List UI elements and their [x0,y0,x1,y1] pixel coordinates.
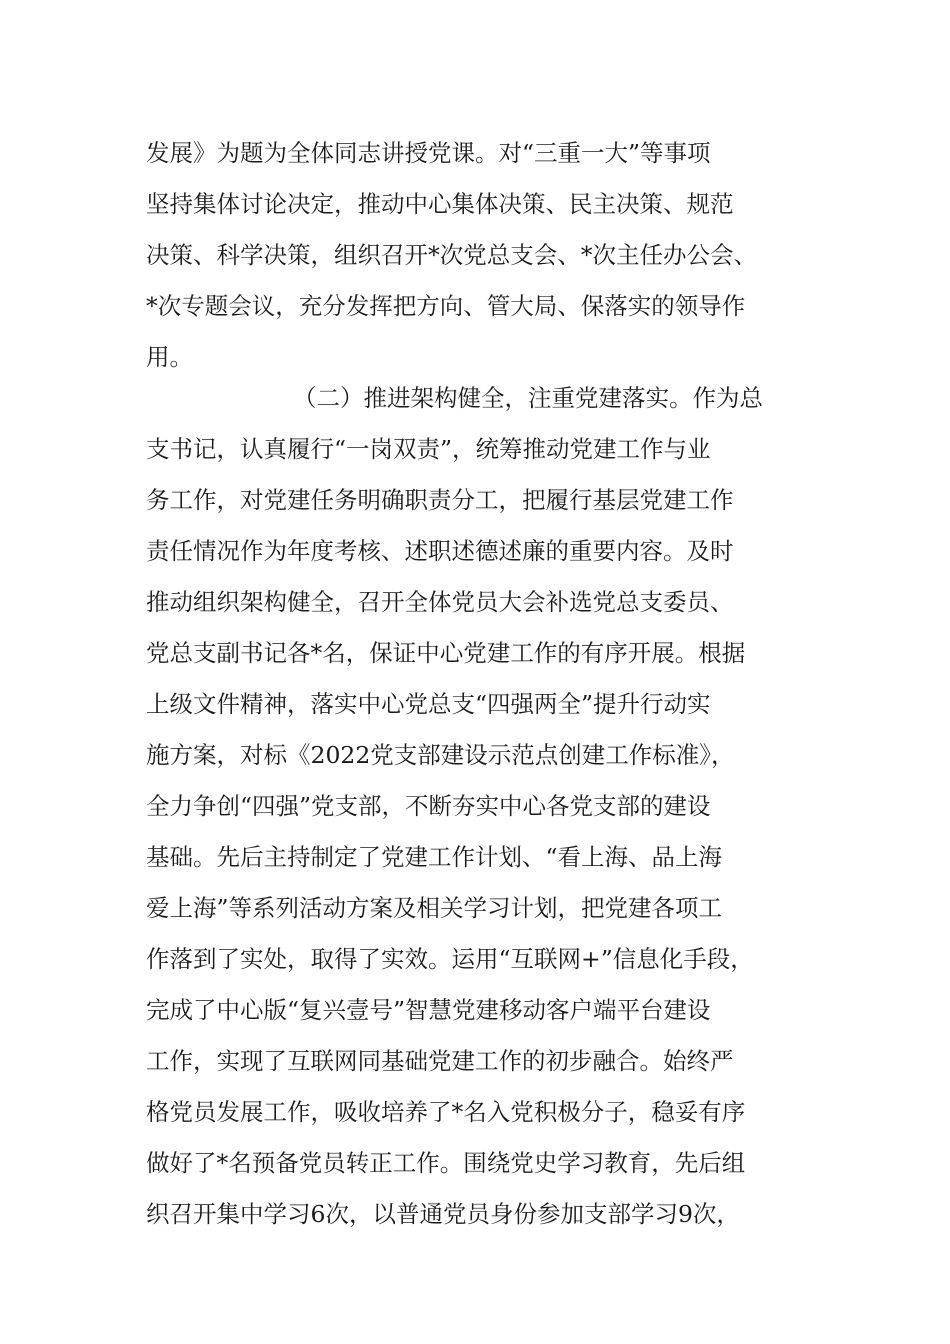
paragraph-line: 决策、科学决策，组织召开*次党总支会、*次主任办公会、 [146,241,757,269]
paragraph-line: 用。 [146,343,193,371]
paragraph-line: 完成了中心版“复兴壹号”智慧党建移动客户端平台建设 [146,996,711,1024]
paragraph-line: 推动组织架构健全，召开全体党员大会补选党总支委员、 [146,588,734,616]
paragraph-line: 务工作，对党建任务明确职责分工，把履行基层党建工作 [146,486,734,514]
paragraph-line: 上级文件精神，落实中心党总支“四强两全”提升行动实 [146,690,711,718]
paragraph-line: 做好了*名预备党员转正工作。围绕党史学习教育，先后组 [146,1149,746,1177]
paragraph-line: 坚持集体讨论决定，推动中心集体决策、民主决策、规范 [146,190,734,218]
paragraph-line: *次专题会议，充分发挥把方向、管大局、保落实的领导作 [146,292,746,320]
paragraph-line: 工作，实现了互联网同基础党建工作的初步融合。始终严 [146,1047,734,1075]
section-heading-line: （二）推进架构健全，注重党建落实。作为总 [293,384,763,412]
paragraph-line: 发展》为题为全体同志讲授党课。对“三重一大”等事项 [146,139,711,167]
paragraph-line: 爱上海”等系列活动方案及相关学习计划，把党建各项工 [146,894,723,922]
paragraph-line: 支书记，认真履行“一岗双责”，统筹推动党建工作与业 [146,435,711,463]
paragraph-1 [146,128,836,383]
paragraph-line: 责任情况作为年度考核、述职述德述廉的重要内容。及时 [146,537,734,565]
paragraph-line: 作落到了实处，取得了实效。运用“互联网+”信息化手段， [146,945,754,973]
paragraph-line: 织召开集中学习6次，以普通党员身份参加支部学习9次， [146,1200,740,1228]
paragraph-line: 全力争创“四强”党支部，不断夯实中心各党支部的建设 [146,792,711,820]
paragraph-line: 施方案，对标《2022党支部建设示范点创建工作标准》， [146,741,735,769]
paragraph-line: 党总支副书记各*名，保证中心党建工作的有序开展。根据 [146,639,746,667]
paragraph-line: 格党员发展工作，吸收培养了*名入党积极分子，稳妥有序 [146,1098,746,1126]
paragraph-2 [146,373,836,1240]
paragraph-line: 基础。先后主持制定了党建工作计划、“看上海、品上海 [146,843,723,871]
